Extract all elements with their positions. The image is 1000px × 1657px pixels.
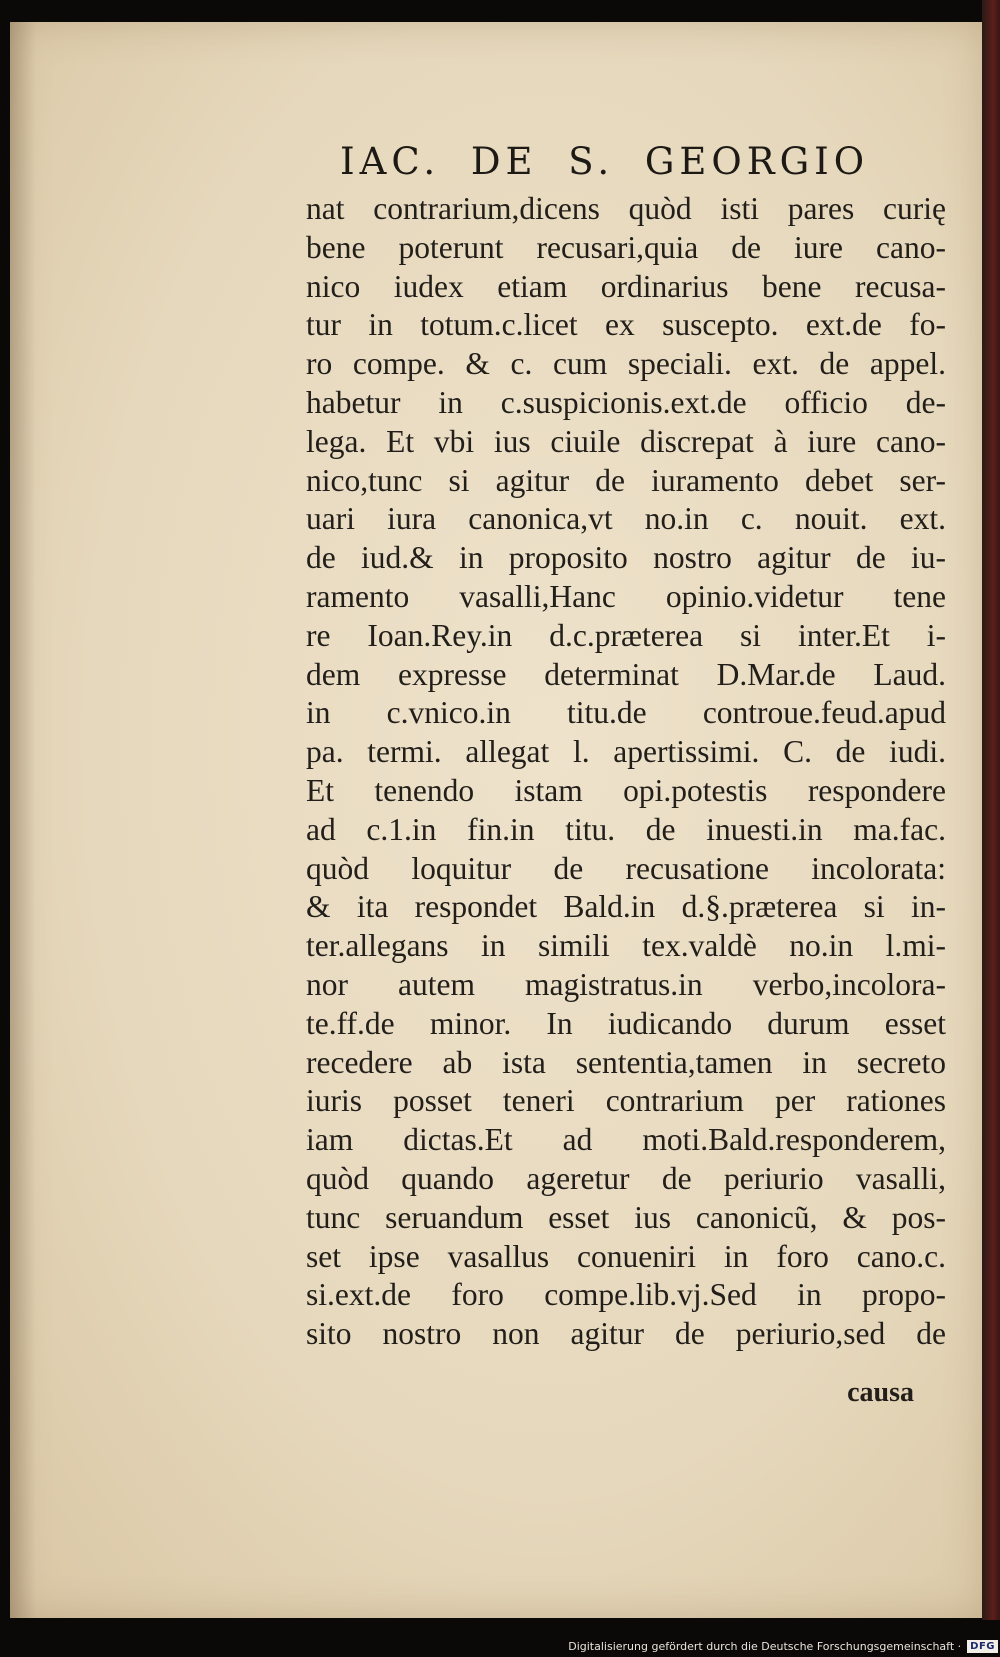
text-line: lega. Et vbi ius ciuile discrepat à iure cano- [306, 423, 946, 459]
text-line: habetur in c.suspicionis.ext.de officio de- [306, 384, 946, 420]
text-line: quòd quando ageretur de periurio vasalli, [306, 1160, 946, 1196]
body-text [306, 190, 946, 1354]
text-line: nat contrarium,dicens quòd isti pares curię [306, 191, 946, 226]
text-line: iam dictas.Et ad moti.Bald.responderem, [306, 1122, 946, 1158]
book-page [10, 22, 984, 1618]
text-line: bene poterunt recusari,quia de iure cano- [306, 229, 946, 265]
text-line: ad c.1.in fin.in titu. de inuesti.in ma.fac. [306, 811, 946, 847]
text-line: pa. termi. allegat l. apertissimi. C. de iudi. [306, 734, 946, 770]
text-line: nor autem magistratus.in verbo,incolora- [306, 966, 946, 1002]
text-line: & ita respondet Bald.in d.§.prӕterea si in- [306, 889, 946, 925]
text-line: dem expresse determinat D.Mar.de Laud. [306, 656, 946, 692]
text-line: uari iura canonica,vt no.in c. nouit. ext. [306, 501, 946, 537]
dfg-logo-icon: DFG [967, 1640, 998, 1653]
catchword: causa [847, 1377, 914, 1408]
text-line: sito nostro non agitur de periurio,sed de [306, 1316, 946, 1352]
text-line: ro compe. & c. cum speciali. ext. de appel. [306, 346, 946, 382]
text-line: tunc seruandum esset ius canonicũ, & pos- [306, 1199, 946, 1235]
text-line: te.ff.de minor. In iudicando durum esset [306, 1005, 946, 1041]
text-line: in c.vnico.in titu.de controue.feud.apud [306, 695, 946, 731]
credit-text: Digitalisierung gefördert durch die Deutsche Forschungsgemeinschaft · [568, 1639, 962, 1653]
text-line: nico iudex etiam ordinarius bene recusa- [306, 268, 946, 304]
text-line: de iud.& in proposito nostro agitur de iu- [306, 540, 946, 576]
text-line: re Ioan.Rey.in d.c.prӕterea si inter.Et i- [306, 617, 946, 653]
text-line: recedere ab ista sententia,tamen in secreto [306, 1044, 946, 1080]
running-head: IAC. DE S. GEORGIO [340, 140, 870, 183]
text-line: Et tenendo istam opi.potestis respondere [306, 772, 946, 808]
text-line: ter.allegans in simili tex.valdè no.in l.mi- [306, 928, 946, 964]
text-line: tur in totum.c.licet ex suscepto. ext.de fo- [306, 307, 946, 343]
digitization-credit [568, 1635, 1000, 1657]
text-line: quòd loquitur de recusatione incolorata: [306, 850, 946, 886]
text-line: si.ext.de foro compe.lib.vj.Sed in propo- [306, 1277, 946, 1313]
book-edge [982, 0, 1000, 1620]
text-line: set ipse vasallus conueniri in foro cano.c. [306, 1238, 946, 1274]
text-line: ramento vasalli,Hanc opinio.videtur tene [306, 578, 946, 614]
text-line: iuris posset teneri contrarium per rationes [306, 1083, 946, 1119]
text-line: nico,tunc si agitur de iuramento debet ser- [306, 462, 946, 498]
